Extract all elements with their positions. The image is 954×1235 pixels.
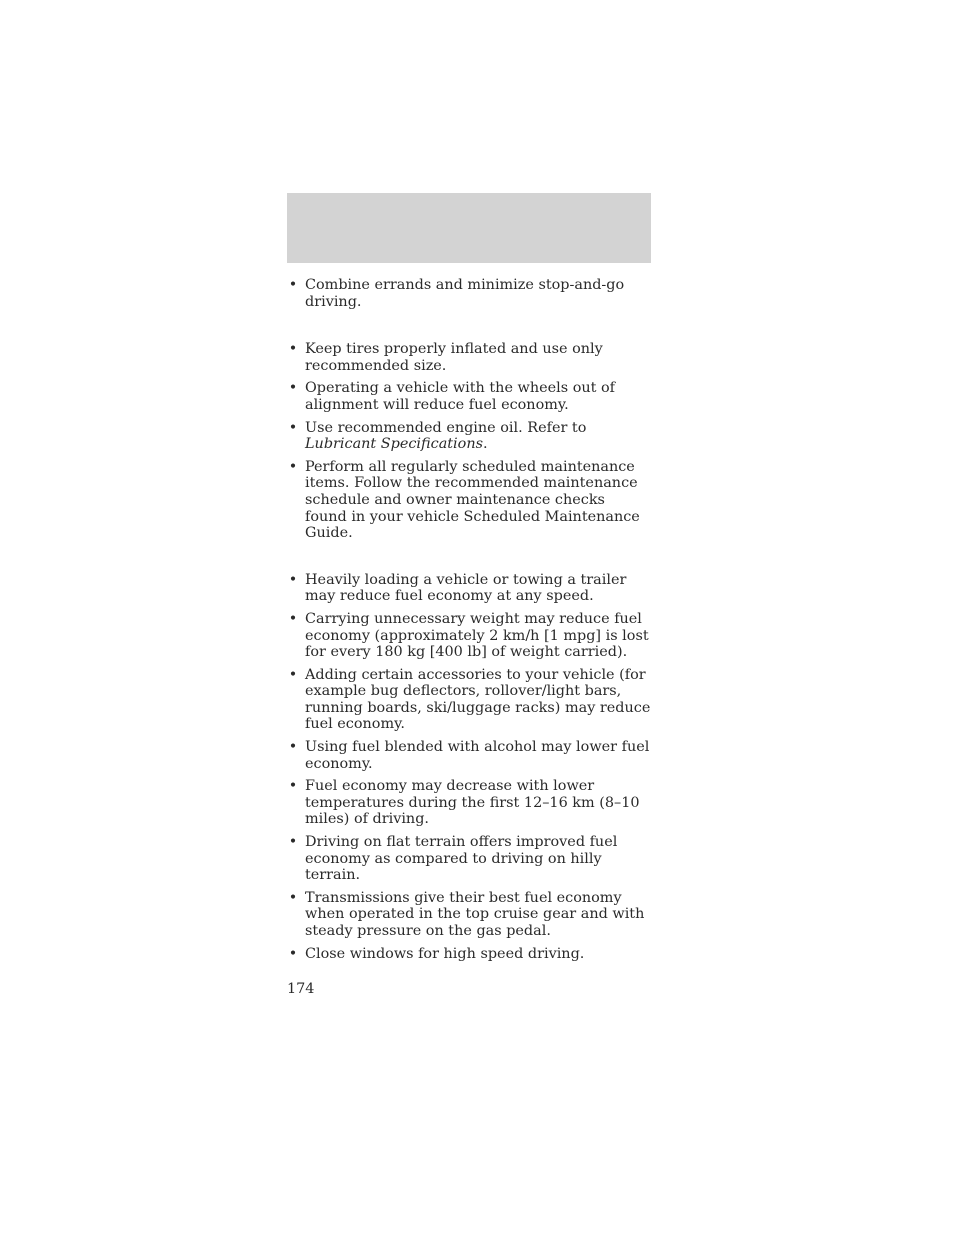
list-item <box>287 380 651 413</box>
list-item-text: Combine errands and minimize stop-and-go driving. <box>305 277 625 310</box>
list-item-text: Using fuel blended with alcohol may lower fuel economy. <box>305 739 650 772</box>
bullet-icon: • <box>288 419 298 436</box>
list-item-text: Adding certain accessories to your vehicle (for example bug deflectors, rollover/light bars, running boards, ski/luggage racks) may reduce fuel economy. <box>305 666 651 733</box>
list-item-text: Keep tires properly inflated and use only recommended size. <box>305 341 603 374</box>
list-item-text: Fuel economy may decrease with lower temperatures during the first 12–16 km (8–10 miles) of driving. <box>305 778 640 828</box>
list-item <box>287 341 651 374</box>
bullet-list-conditions <box>287 572 651 962</box>
bullet-icon: • <box>288 341 298 358</box>
list-item <box>287 890 651 940</box>
bullet-icon: • <box>288 778 298 795</box>
list-item <box>287 572 651 605</box>
bullet-icon: • <box>288 666 298 683</box>
list-item <box>287 277 651 310</box>
list-item <box>287 778 651 828</box>
list-item-text: Use recommended engine oil. Refer to Lubricant Specifications. <box>305 419 587 453</box>
list-item-text: Transmissions give their best fuel economy when operated in the top cruise gear and with steady pressure on the gas pedal. <box>305 889 645 939</box>
list-item-text: Perform all regularly scheduled maintenance items. Follow the recommended maintenance schedule and owner maintenance checks found in your vehicle Scheduled Maintenance Guide. <box>305 458 640 542</box>
bullet-icon: • <box>288 889 298 906</box>
list-item <box>287 946 651 963</box>
list-item <box>287 834 651 884</box>
list-item <box>287 611 651 661</box>
page-number: 174 <box>287 981 315 997</box>
bullet-icon: • <box>288 739 298 756</box>
list-item-text: Close windows for high speed driving. <box>305 945 585 962</box>
section-gap <box>287 316 651 341</box>
page-content <box>287 277 651 968</box>
bullet-icon: • <box>288 834 298 851</box>
bullet-icon: • <box>288 945 298 962</box>
list-item-text: Carrying unnecessary weight may reduce fuel economy (approximately 2 km/h [1 mpg] is lost for every 180 kg [400 lb] of weight carried). <box>305 610 649 661</box>
list-item <box>287 739 651 772</box>
list-item-text: Operating a vehicle with the wheels out of alignment will reduce fuel economy. <box>305 380 615 413</box>
list-item <box>287 420 651 453</box>
bullet-list-maintenance <box>287 341 651 542</box>
bullet-icon: • <box>288 571 298 588</box>
bullet-icon: • <box>288 610 298 627</box>
list-item-text: Driving on flat terrain offers improved fuel economy as compared to driving on hilly terrain. <box>305 834 618 884</box>
list-item <box>287 667 651 733</box>
bullet-icon: • <box>288 277 298 293</box>
cross-reference-lubricant-specifications: Lubricant Specifications <box>305 436 483 453</box>
bullet-icon: • <box>288 380 298 397</box>
section-header-band <box>287 193 651 263</box>
section-gap <box>287 548 651 572</box>
bullet-list-driving-habits <box>287 277 651 310</box>
list-item <box>287 459 651 542</box>
list-item-text: Heavily loading a vehicle or towing a trailer may reduce fuel economy at any speed. <box>305 571 627 605</box>
bullet-icon: • <box>288 458 298 475</box>
